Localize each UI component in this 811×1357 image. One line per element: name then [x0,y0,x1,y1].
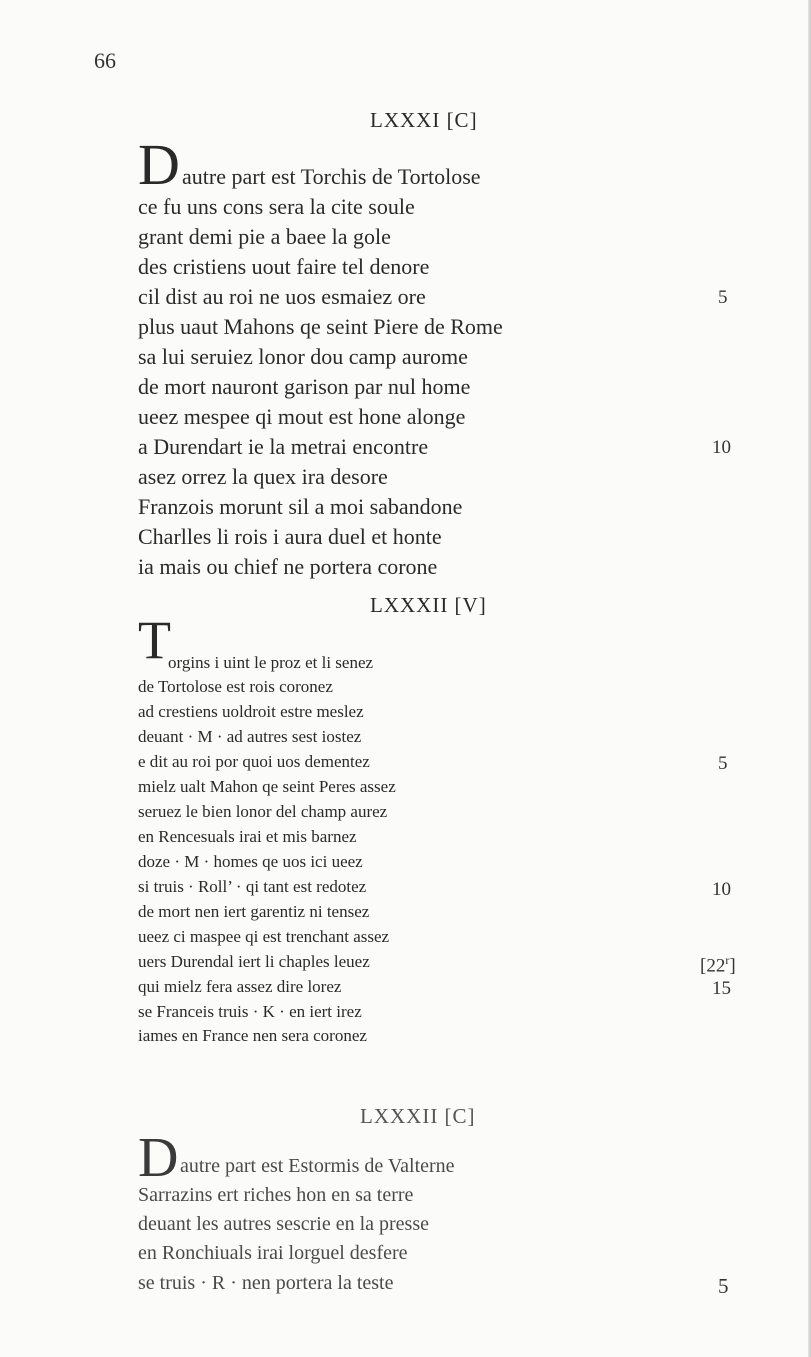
verse-line: de mort nauront garison par nul home [138,374,471,399]
drop-cap: D [138,1127,179,1189]
drop-cap: T [138,610,171,670]
verse-line: mielz ualt Mahon qe seint Peres assez [138,777,396,796]
verse-line: e dit au roi por quoi uos dementez [138,752,370,771]
verse-line: Franzois morunt sil a moi sabandone [138,494,463,519]
drop-cap: D [138,132,180,197]
verse-line: autre part est Torchis de Tortolose [182,164,481,189]
verse-line: deuant · M · ad autres sest iostez [138,727,362,746]
verse-line: Sarrazins ert riches hon en sa terre [138,1184,414,1206]
verse-line: Charlles li rois i aura duel et honte [138,524,442,549]
verse-line: plus uaut Mahons qe seint Piere de Rome [138,314,503,339]
verse-line: ce fu uns cons sera la cite soule [138,194,415,219]
verse-line: asez orrez la quex ira desore [138,464,388,489]
verse-line: ia mais ou chief ne portera corone [138,554,438,579]
line-number: 5 [718,753,728,774]
line-number: 5 [718,1274,729,1298]
laisse-heading: LXXXII [C] [360,1104,476,1128]
verse-line: ueez mespee qi mout est hone alonge [138,404,466,429]
verse-line: cil dist au roi ne uos esmaiez ore [138,284,426,309]
verse-line: uers Durendal iert li chaples leuez [138,952,370,971]
verse-line: a Durendart ie la metrai encontre [138,434,429,459]
verse-line: qui mielz fera assez dire lorez [138,977,342,996]
laisse-heading: LXXXII [V] [370,593,487,617]
verse-line: de mort nen iert garentiz ni tensez [138,902,370,921]
line-number: 15 [712,978,731,999]
verse-line: orgins i uint le proz et li senez [168,653,374,672]
verse-line: ad crestiens uoldroit estre meslez [138,702,364,721]
verse-line: des cristiens uout faire tel denore [138,254,430,279]
verse-line: sa lui seruiez lonor dou camp aurome [138,344,468,369]
laisse-heading: LXXXI [C] [370,108,478,132]
verse-line: iames en France nen sera coronez [138,1026,367,1045]
line-number: 10 [712,437,731,458]
folio-marker: [22$^r$] [700,953,736,977]
line-number: 10 [712,879,731,900]
verse-line: de Tortolose est rois coronez [138,677,333,696]
verse-line: autre part est Estormis de Valterne [180,1155,455,1177]
verse-line: en Rencesuals irai et mis barnez [138,827,357,846]
verse-line: se truis · R · nen portera la teste [138,1272,394,1294]
verse-line: doze · M · homes qe uos ici ueez [138,852,363,871]
verse-line: se Franceis truis · K · en iert irez [138,1002,362,1021]
verse-line: grant demi pie a baee la gole [138,224,391,249]
verse-line: si truis · Roll’ · qi tant est redotez [138,877,367,896]
page-number: 66 [94,48,116,73]
verse-line: deuant les autres sescrie en la presse [138,1213,429,1235]
line-number: 5 [718,287,728,308]
verse-line: en Ronchiuals irai lorguel desfere [138,1242,408,1264]
verse-line: ueez ci maspee qi est trenchant assez [138,927,390,946]
verse-line: seruez le bien lonor del champ aurez [138,802,388,821]
